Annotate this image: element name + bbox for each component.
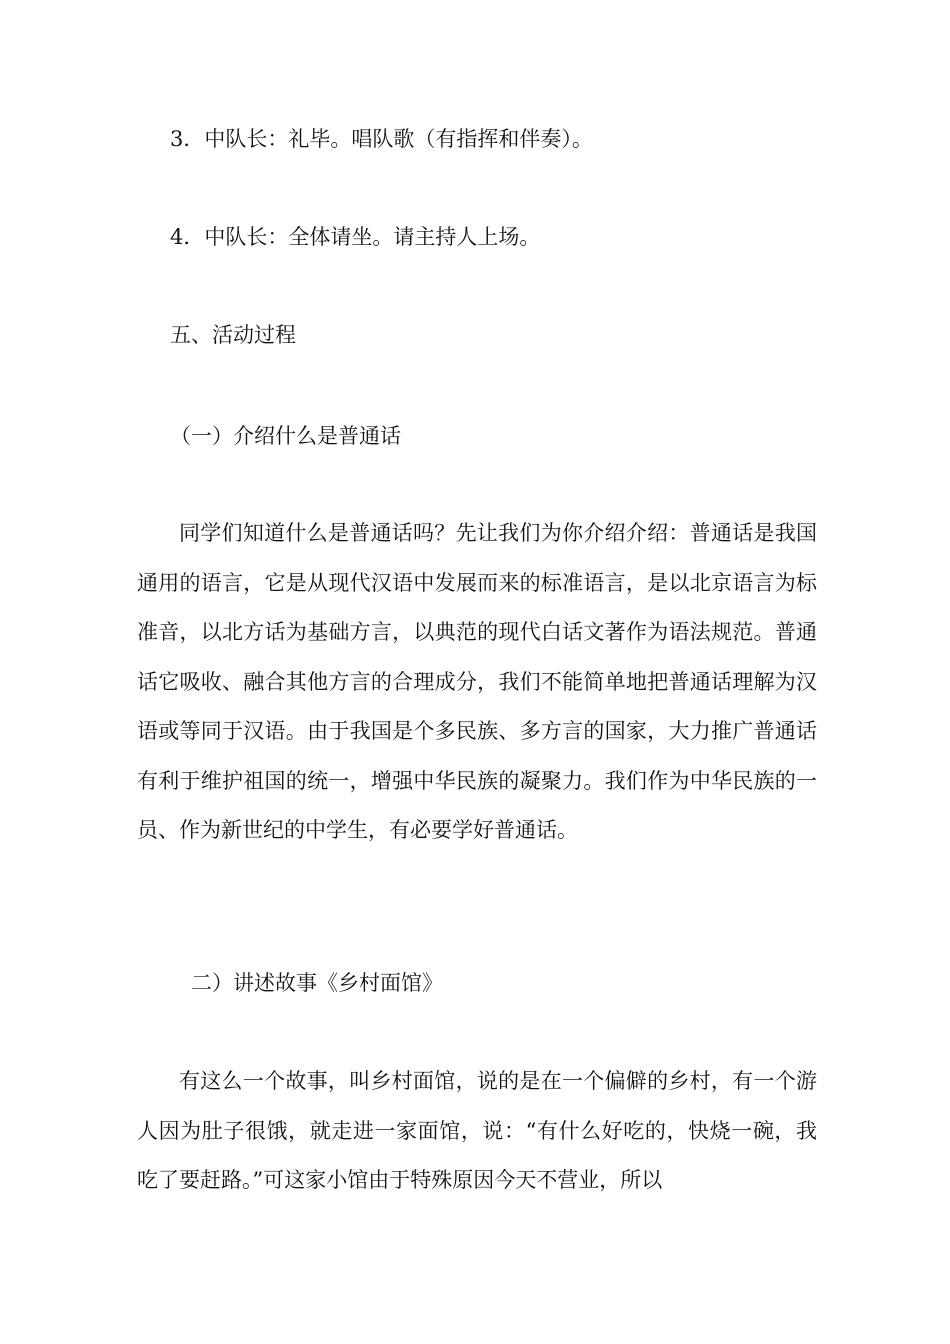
- part-1-heading: （一）介绍什么是普通话: [170, 424, 401, 448]
- step-3-text: 3．中队长：礼毕。唱队歌（有指挥和伴奏）。: [170, 127, 593, 151]
- part-2-heading: 二）讲述故事《乡村面馆》: [191, 971, 443, 995]
- step-4-text: 4．中队长：全体请坐。请主持人上场。: [170, 225, 541, 249]
- part-2-paragraph: 有这么一个故事，叫乡村面馆，说的是在一个偏僻的乡村，有一个游人因为肚子很饿，就走进一家面馆，说：“有什么好吃的，快烧一碗，我吃了要赶路。”可这家小馆由于特殊原因今天不营业，所以: [137, 1069, 817, 1192]
- part-1-paragraph: 同学们知道什么是普通话吗？先让我们为你介绍介绍：普通话是我国通用的语言，它是从现代汉语中发展而来的标准语言，是以北京语言为标准音，以北方话为基础方言，以典范的现代白话文著作为语法规范。普通话它吸收、融合其他方言的合理成分，我们不能简单地把普通话理解为汉语或等同于汉语。由于我国是个多民族、多方言的国家，大力推广普通话有利于维护祖国的统一，增强中华民族的凝聚力。我们作为中华民族的一员、作为新世纪的中学生，有必要学好普通话。: [137, 521, 817, 842]
- section-5-heading: 五、活动过程: [170, 323, 296, 347]
